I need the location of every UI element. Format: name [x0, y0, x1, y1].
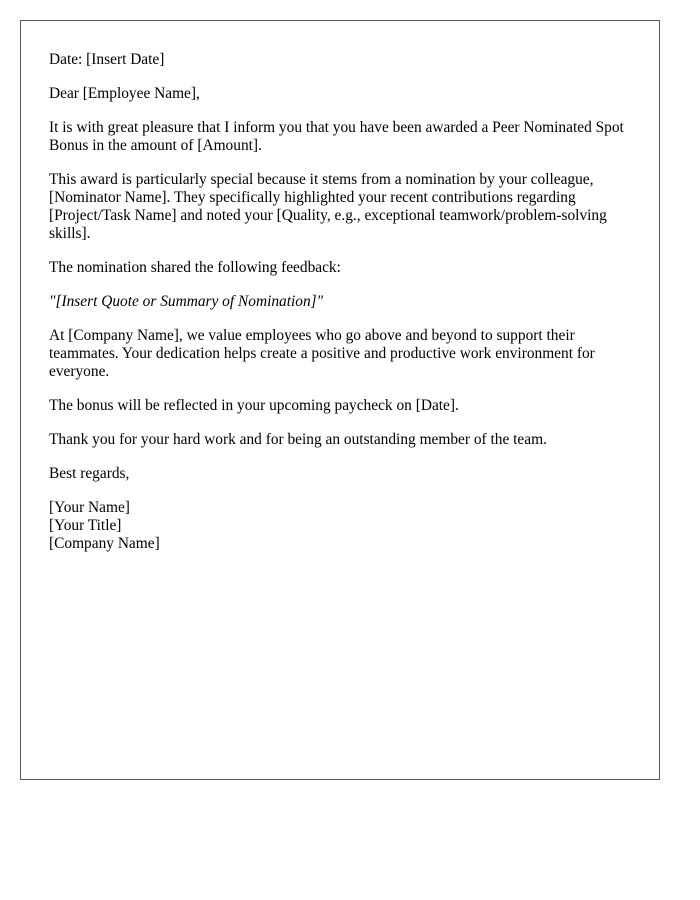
values-paragraph: At [Company Name], we value employees who go above and beyond to support their teammates. Your dedication helps create a positive and productive work environment for everyone. — [49, 327, 595, 380]
signature-block — [49, 499, 631, 553]
intro-paragraph: It is with great pleasure that I inform you that you have been awarded a Peer Nominated Spot Bonus in the amount of [Amount]. — [49, 119, 624, 154]
nomination-quote: "[Insert Quote or Summary of Nomination]" — [49, 293, 324, 310]
letter-page — [20, 20, 660, 780]
award-paragraph: This award is particularly special because it stems from a nomination by your colleague, [Nominator Name]. They specifically highlighted your recent contributions regarding [Project/Task Name] and noted your [Quality, e.g., exceptional teamwork/problem-solving skills]. — [49, 171, 607, 242]
closing: Best regards, — [49, 465, 130, 482]
signature-name: [Your Name] — [49, 499, 130, 516]
feedback-intro-paragraph: The nomination shared the following feedback: — [49, 259, 341, 276]
paycheck-paragraph: The bonus will be reflected in your upcoming paycheck on [Date]. — [49, 397, 459, 414]
date-line: Date: [Insert Date] — [49, 51, 165, 68]
salutation: Dear [Employee Name], — [49, 85, 200, 102]
signature-title: [Your Title] — [49, 517, 122, 534]
thanks-paragraph: Thank you for your hard work and for being an outstanding member of the team. — [49, 431, 547, 448]
signature-company: [Company Name] — [49, 535, 160, 552]
